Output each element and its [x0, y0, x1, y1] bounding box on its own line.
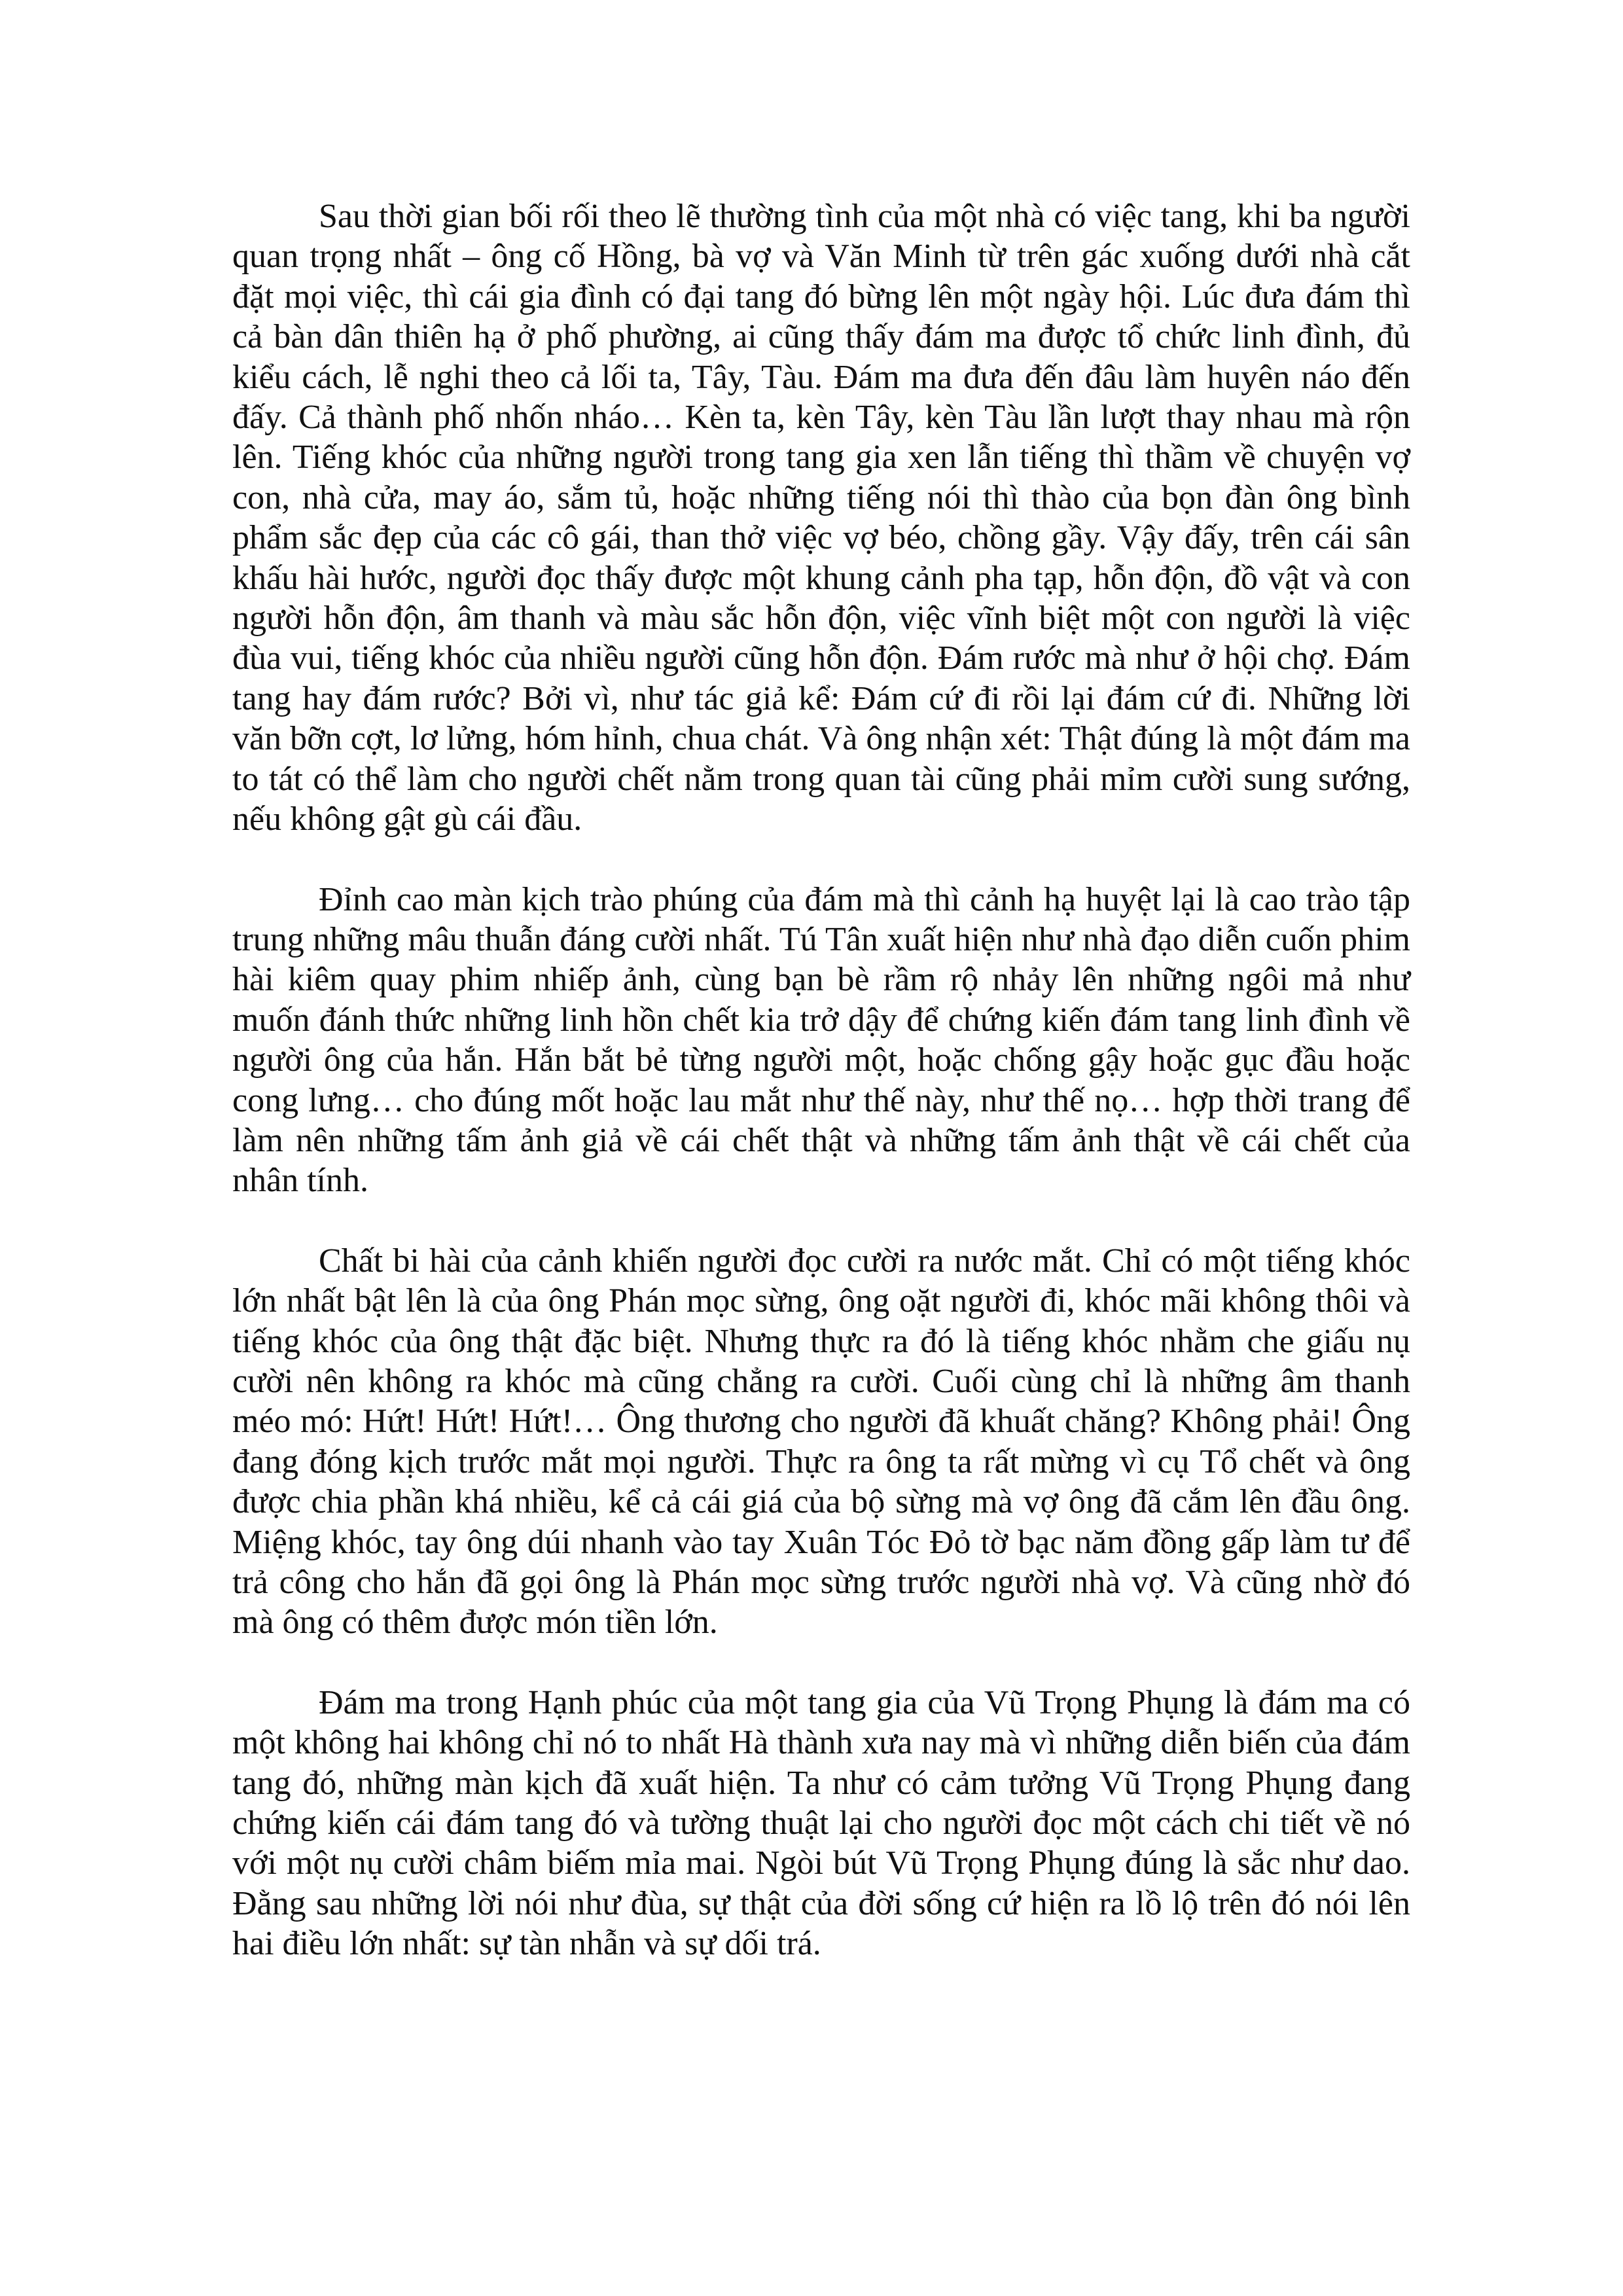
- paragraph-tragicomedy: Chất bi hài của cảnh khiến người đọc cười ra nước mắt. Chỉ có một tiếng khóc lớn nhất bật lên là của ông Phán mọc sừng, ông oặt người đi, khóc mãi không thôi và tiếng khóc của ông thật đặc biệt. Nhưng thực ra đó là tiếng khóc nhằm che giấu nụ cười nên không ra khóc mà cũng chẳng ra cười. Cuối cùng chỉ là những âm thanh méo mó: Hứt! Hứt! Hứt!… Ông thương cho người đã khuất chăng? Không phải! Ông đang đóng kịch trước mắt mọi người. Thực ra ông ta rất mừng vì cụ Tổ chết và ông được chia phần khá nhiều, kể cả cái giá của bộ sừng mà vợ ông đã cắm lên đầu ông. Miệng khóc, tay ông dúi nhanh vào tay Xuân Tóc Đỏ tờ bạc năm đồng gấp làm tư để trả công cho hắn đã gọi ông là Phán mọc sừng trước người nhà vợ. Và cũng nhờ đó mà ông có thêm được món tiền lớn.: [232, 1242, 1410, 1641]
- paragraph-conclusion: Đám ma trong Hạnh phúc của một tang gia của Vũ Trọng Phụng là đám ma có một không hai không chỉ nó to nhất Hà thành xưa nay mà vì những diễn biến của đám tang đó, những màn kịch đã xuất hiện. Ta như có cảm tưởng Vũ Trọng Phụng đang chứng kiến cái đám tang đó và tường thuật lại cho người đọc một cách chi tiết về nó với một nụ cười châm biếm mỉa mai. Ngòi bút Vũ Trọng Phụng đúng là sắc như dao. Đằng sau những lời nói như đùa, sự thật của đời sống cứ hiện ra lồ lộ trên đó nói lên hai điều lớn nhất: sự tàn nhẫn và sự dối trá.: [232, 1683, 1410, 1963]
- body-text: [232, 196, 1410, 1964]
- paragraph-burial-scene: Đỉnh cao màn kịch trào phúng của đám mà thì cảnh hạ huyệt lại là cao trào tập trung những mâu thuẫn đáng cười nhất. Tú Tân xuất hiện như nhà đạo diễn cuốn phim hài kiêm quay phim nhiếp ảnh, cùng bạn bè rầm rộ nhảy lên những ngôi mả như muốn đánh thức những linh hồn chết kia trở dậy để chứng kiến đám tang linh đình về người ông của hắn. Hắn bắt bẻ từng người một, hoặc chống gậy hoặc gục đầu hoặc cong lưng… cho đúng mốt hoặc lau mắt như thế này, như thế nọ… hợp thời trang để làm nên những tấm ảnh giả về cái chết thật và những tấm ảnh thật về cái chết của nhân tính.: [232, 880, 1410, 1200]
- paragraph-funeral-procession: Sau thời gian bối rối theo lẽ thường tình của một nhà có việc tang, khi ba người quan trọng nhất – ông cố Hồng, bà vợ và Văn Minh từ trên gác xuống dưới nhà cắt đặt mọi việc, thì cái gia đình có đại tang đó bừng lên một ngày hội. Lúc đưa đám thì cả bàn dân thiên hạ ở phố phường, ai cũng thấy đám ma được tổ chức linh đình, đủ kiểu cách, lễ nghi theo cả lối ta, Tây, Tàu. Đám ma đưa đến đâu làm huyên náo đến đấy. Cả thành phố nhốn nháo… Kèn ta, kèn Tây, kèn Tàu lần lượt thay nhau mà rộn lên. Tiếng khóc của những người trong tang gia xen lẫn tiếng thì thầm về chuyện vợ con, nhà cửa, may áo, sắm tủ, hoặc những tiếng nói thì thào của bọn đàn ông bình phẩm sắc đẹp của các cô gái, than thở việc vợ béo, chồng gầy. Vậy đấy, trên cái sân khấu hài hước, người đọc thấy được một khung cảnh pha tạp, hỗn độn, đồ vật và con người hỗn độn, âm thanh và màu sắc hỗn độn, việc vĩnh biệt một con người là việc đùa vui, tiếng khóc của nhiều người cũng hỗn độn. Đám rước mà như ở hội chợ. Đám tang hay đám rước? Bởi vì, như tác giả kể: Đám cứ đi rồi lại đám cứ đi. Những lời văn bỡn cợt, lơ lửng, hóm hỉnh, chua chát. Và ông nhận xét: Thật đúng là một đám ma to tát có thể làm cho người chết nằm trong quan tài cũng phải mỉm cười sung sướng, nếu không gật gù cái đầu.: [232, 198, 1410, 838]
